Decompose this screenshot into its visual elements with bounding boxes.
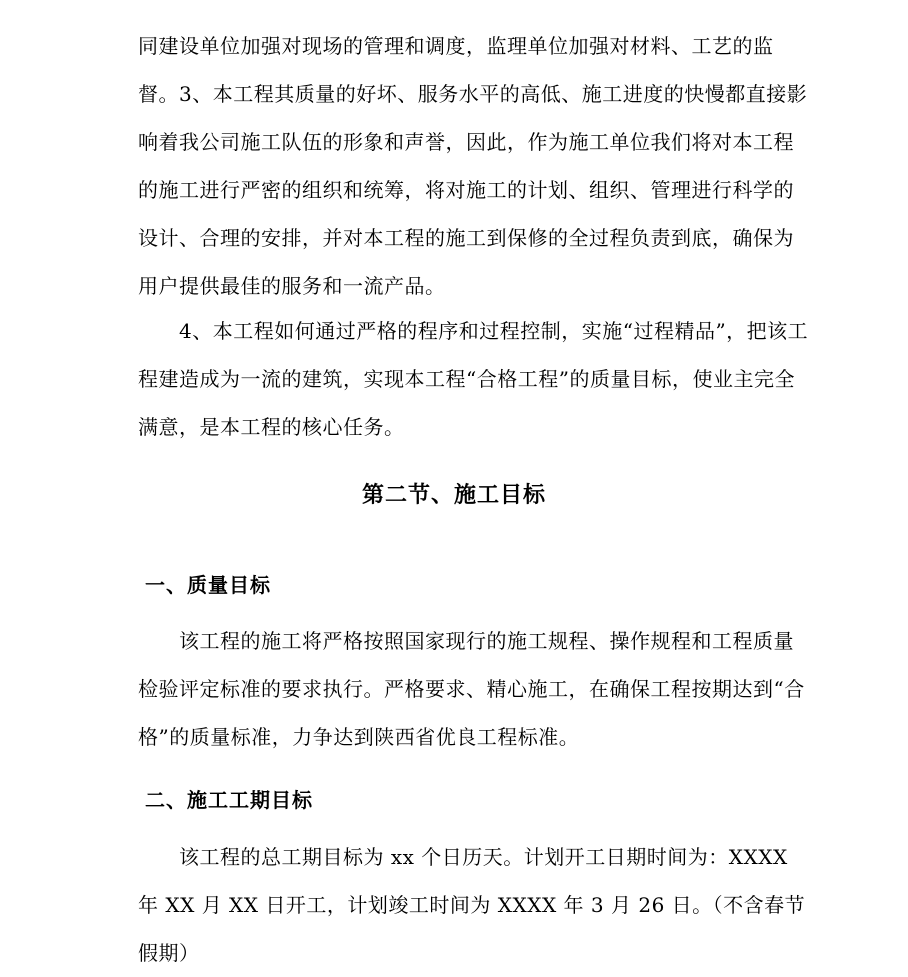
paragraph-quality-goal: 该工程的施工将严格按照国家现行的施工规程、操作规程和工程质量检验评定标准的要求执行。严格要求、精心施工，在确保工程按期达到“合格”的质量标准，力争达到陕西省优良工程标准。 xyxy=(138,629,805,749)
paragraph-schedule-goal: 该工程的总工期目标为 xx 个日历天。计划开工日期时间为：XXXX 年 XX 月 XX 日开工，计划竣工时间为 XXXX 年 3 月 26 日。（不含春节假期） xyxy=(138,845,806,965)
section-title: 第二节、施工目标 xyxy=(361,483,546,508)
heading-quality-goal: 一、质量目标 xyxy=(145,573,271,597)
paragraph-item-4: 4、本工程如何通过严格的程序和过程控制，实施“过程精品”，把该工程建造成为一流的建筑，实现本工程“合格工程”的质量目标，使业主完全满意，是本工程的核心任务。 xyxy=(138,319,809,439)
paragraph-continuation: 同建设单位加强对现场的管理和调度，监理单位加强对材料、工艺的监督。 xyxy=(138,34,774,106)
paragraph-item-3: 3、本工程其质量的好坏、服务水平的高低、施工进度的快慢都直接影响着我公司施工队伍的形象和声誉，因此，作为施工单位我们将对本工程的施工进行严密的组织和统筹，将对施工的计划、组织、管理进行科学的设计、合理的安排，并对本工程的施工到保修的全过程负责到底，确保为用户提供最佳的服务和一流产品。 xyxy=(138,82,808,298)
heading-schedule-goal: 二、施工工期目标 xyxy=(145,788,313,812)
